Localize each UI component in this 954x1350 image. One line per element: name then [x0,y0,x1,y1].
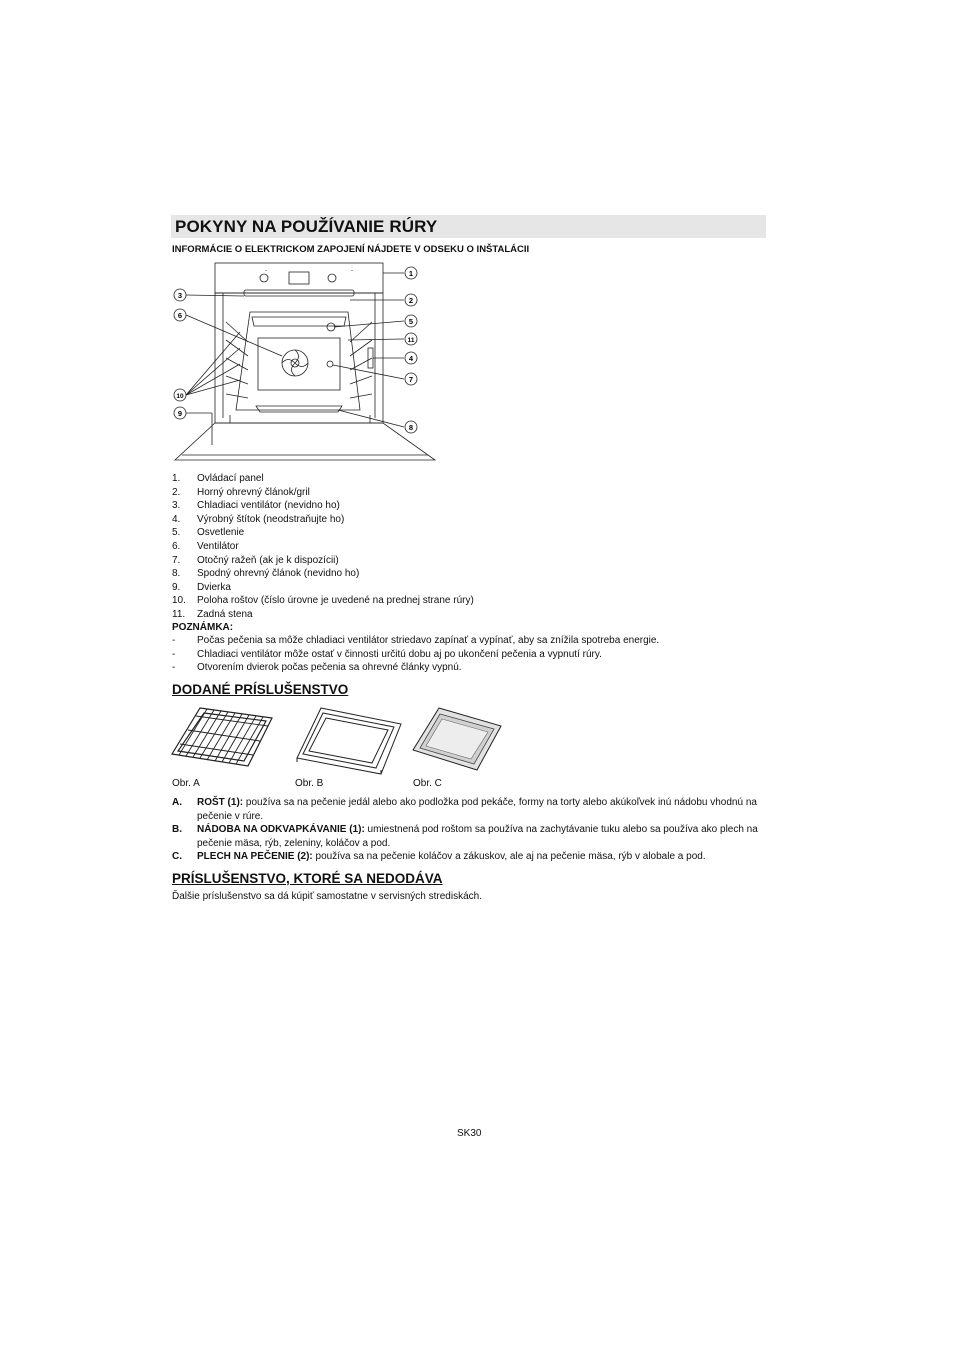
svg-text:1: 1 [408,269,414,278]
list-item: 9. Dvierka [172,581,231,593]
notes-list [172,634,659,675]
callout-8 [405,421,417,433]
title-bar [171,215,766,238]
list-item: 7. Otočný ražeň (ak je k dispozícii) [172,554,339,566]
fig-b-drip-tray [295,704,403,776]
bottom-heater [256,406,342,412]
knob-left [260,274,268,282]
accessories-list [172,796,772,864]
callout-2 [405,294,417,306]
list-item: C. PLECH NA PEČENIE (2): používa sa na pečenie koláčov a zákuskov, ale aj na pečenie mäsa, rýb v alobale a pod. [172,851,706,862]
list-item: 10. Poloha roštov (číslo úrovne je uvedené na prednej strane rúry) [172,595,474,607]
svg-text:6: 6 [177,311,183,320]
callout-1 [405,267,417,279]
callout-4 [405,352,417,364]
fig-c-baking-tray [411,706,503,772]
svg-text:9: 9 [177,409,183,418]
caption-b: Obr. B [295,778,324,789]
svg-text:2: 2 [408,296,414,305]
callout-9 [174,407,186,419]
svg-text:7: 7 [408,375,414,384]
callout-10 [174,389,186,401]
page-number: SK30 [457,1128,482,1139]
knob-right [328,274,336,282]
list-item: B. NÁDOBA NA ODKVAPKÁVANIE (1): umiestnená pod roštom sa používa na zachytávanie tuku alebo sa používa ako plech na pečenie mäsa, rýb, zeleniny, koláčov a pod. [172,824,758,849]
display-shape [289,272,309,284]
list-item: 2. Horný ohrevný článok/gril [172,486,310,498]
svg-text:11: 11 [407,337,415,344]
callout-6 [174,309,186,321]
callout-7 [405,373,417,385]
oven-diagram [170,260,440,466]
fig-a-rack [170,704,274,770]
svg-text:10: 10 [176,393,184,400]
door-shape [175,423,435,460]
not-supplied-heading: PRÍSLUŠENSTVO, KTORÉ SA NEDODÁVA [172,871,443,886]
list-item: - Počas pečenia sa môže chladiaci ventilátor striedavo zapínať a vypínať, aby sa znížila spotreba energie. [172,635,660,646]
list-item: 6. Ventilátor [172,540,239,552]
cavity-outer [215,293,383,423]
caption-a: Obr. A [172,778,200,789]
svg-text:8: 8 [408,423,414,432]
list-item: 8. Spodný ohrevný článok (nevidno ho) [172,568,360,580]
list-item: 11. Zadná stena [172,608,253,620]
spit-socket [327,361,333,367]
list-item: 1. Ovládací panel [172,473,264,484]
light-shape [327,323,335,331]
subtitle: INFORMÁCIE O ELEKTRICKOM ZAPOJENÍ NÁJDETE V ODSEKU O INŠTALÁCII [172,244,530,255]
page-title: POKYNY NA POUŽÍVANIE RÚRY [175,217,438,236]
list-item: 3. Chladiaci ventilátor (nevidno ho) [172,500,340,512]
accessories-heading: DODANÉ PRÍSLUŠENSTVO [172,682,349,697]
list-item: - Otvorením dvierok počas pečenia sa ohrevné články vypnú. [172,662,462,674]
list-item: A. ROŠT (1): používa sa na pečenie jedál alebo ako podložka pod pekáče, formy na torty alebo akúkoľvek inú nádobu vhodnú na pečenie v rúre. [172,797,757,822]
note-title: POZNÁMKA: [172,622,234,633]
list-item: 5. Osvetlenie [172,527,245,539]
callout-5 [405,315,417,327]
list-item: 4. Výrobný štítok (neodstraňujte ho) [172,513,345,525]
svg-text:3: 3 [177,291,183,300]
parts-list [172,472,474,622]
not-supplied-text: Ďalšie príslušenstvo sa dá kúpiť samostatne v servisných strediskách. [172,891,482,902]
top-heater [252,317,346,326]
callout-11 [405,333,417,345]
rating-plate [368,348,373,368]
svg-text:5: 5 [408,317,414,326]
svg-text:4: 4 [408,354,414,363]
control-panel-shape [215,263,383,293]
callout-3 [174,289,186,301]
list-item: - Chladiaci ventilátor môže ostať v činnosti určitú dobu aj po ukončení pečenia a vypnutí rúry. [172,648,602,660]
caption-c: Obr. C [413,778,442,789]
